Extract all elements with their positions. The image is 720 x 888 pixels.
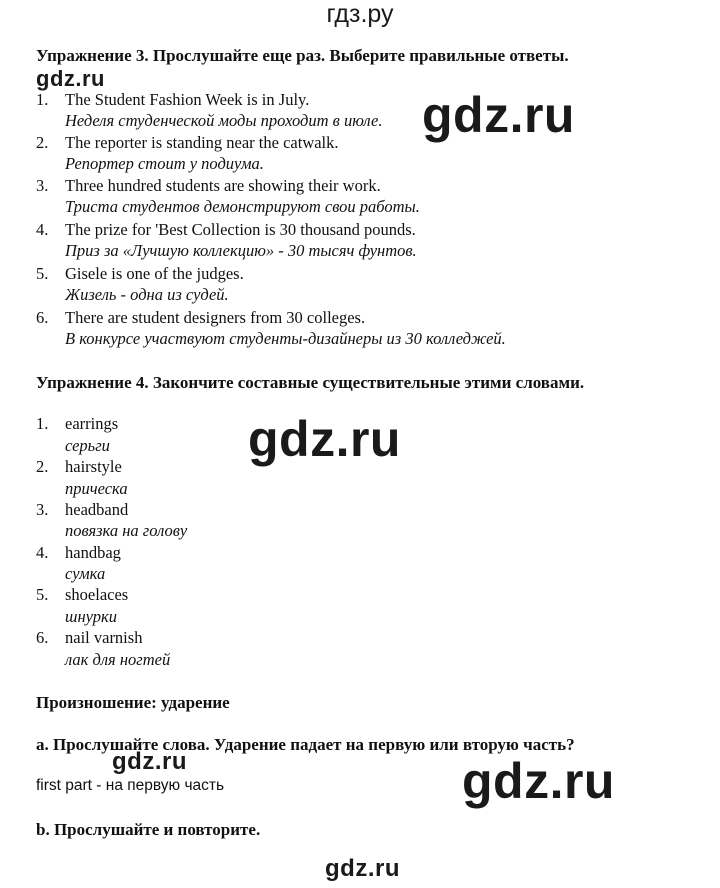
item-number: 3. <box>36 500 49 519</box>
watermark: gdz.ru <box>462 753 615 809</box>
item-russian: повязка на голову <box>65 521 188 540</box>
item-russian: Репортер стоит у подиума. <box>65 154 264 173</box>
watermark: gdz.ru <box>325 855 400 882</box>
item-english: Three hundred students are showing their work. <box>65 176 381 195</box>
item-number: 3. <box>36 176 49 195</box>
item-number: 6. <box>36 628 49 647</box>
item-english: earrings <box>65 414 119 433</box>
item-russian: Жизель - одна из судей. <box>65 285 229 304</box>
item-russian: серьги <box>65 436 110 455</box>
pronunciation-title: Произношение: ударение <box>36 693 230 712</box>
pronunciation-answer-a: first part - на первую часть <box>36 777 225 794</box>
item-russian: Триста студентов демонстрируют свои работы. <box>65 197 420 216</box>
item-russian: прическа <box>65 479 128 498</box>
watermark: gdz.ru <box>248 411 401 467</box>
item-russian: лак для ногтей <box>65 650 171 669</box>
item-english: There are student designers from 30 colleges. <box>65 308 366 327</box>
item-number: 5. <box>36 264 49 283</box>
item-russian: Приз за «Лучшую коллекцию» - 30 тысяч фунтов. <box>65 241 417 260</box>
site-header: гдз.ру <box>326 0 394 28</box>
item-number: 4. <box>36 543 49 562</box>
item-number: 2. <box>36 457 49 476</box>
exercise4-title: Упражнение 4. Закончите составные существительные этими словами. <box>36 373 585 392</box>
watermark: gdz.ru <box>36 66 105 91</box>
item-english: The reporter is standing near the catwalk. <box>65 133 339 152</box>
item-english: shoelaces <box>65 585 129 604</box>
pronunciation-part-b: b. Прослушайте и повторите. <box>36 820 261 839</box>
item-russian: сумка <box>65 564 106 583</box>
item-russian: шнурки <box>65 607 117 626</box>
item-number: 4. <box>36 220 49 239</box>
item-number: 5. <box>36 585 49 604</box>
item-russian: Неделя студенческой моды проходит в июле. <box>65 111 383 130</box>
item-russian: В конкурсе участвуют студенты-дизайнеры из 30 колледжей. <box>65 329 506 348</box>
watermark: gdz.ru <box>422 87 575 143</box>
item-english: headband <box>65 500 129 519</box>
item-english: handbag <box>65 543 121 562</box>
item-english: The prize for 'Best Collection is 30 thousand pounds. <box>65 220 416 239</box>
item-english: nail varnish <box>65 628 143 647</box>
item-english: Gisele is one of the judges. <box>65 264 244 283</box>
pronunciation-part-a: a. Прослушайте слова. Ударение падает на первую или вторую часть? <box>36 735 575 754</box>
item-number: 6. <box>36 308 49 327</box>
item-english: The Student Fashion Week is in July. <box>65 90 310 109</box>
item-number: 1. <box>36 414 49 433</box>
exercise3-title: Упражнение 3. Прослушайте еще раз. Выберите правильные ответы. <box>36 46 569 65</box>
item-english: hairstyle <box>65 457 122 476</box>
item-number: 1. <box>36 90 49 109</box>
watermark: gdz.ru <box>112 748 187 775</box>
item-number: 2. <box>36 133 49 152</box>
